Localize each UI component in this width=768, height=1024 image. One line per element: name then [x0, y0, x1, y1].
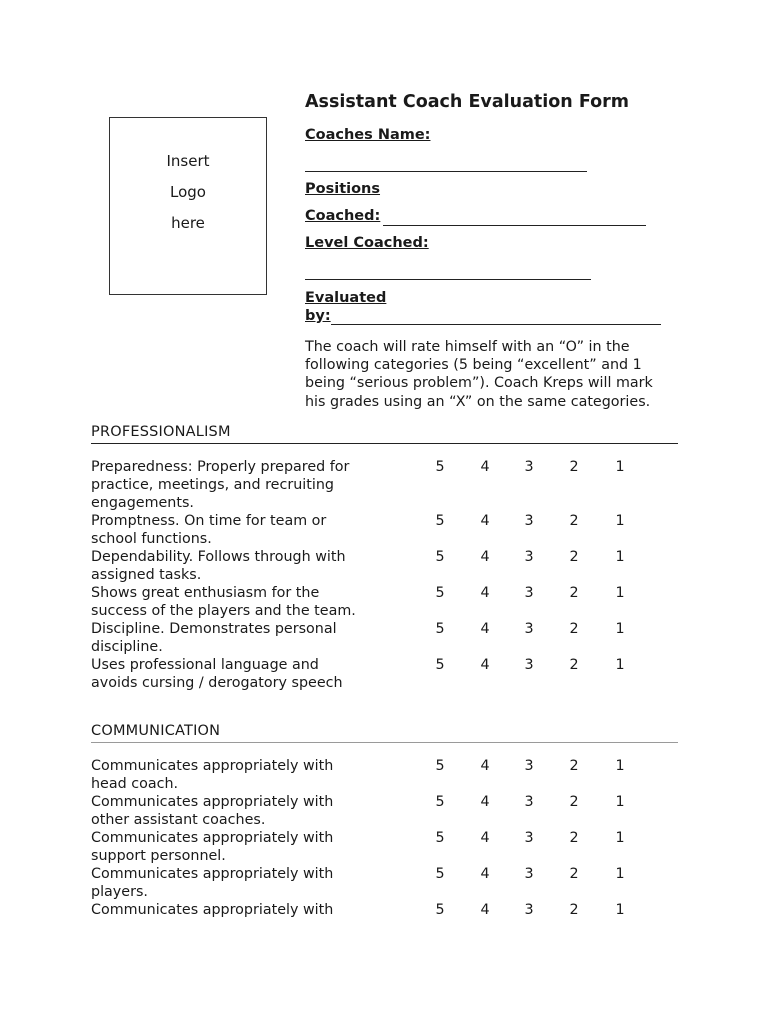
instructions-line: his grades using an “X” on the same categories. — [305, 393, 651, 410]
criterion-line: Shows great enthusiasm for the — [91, 585, 320, 601]
criterion-row — [91, 584, 651, 620]
score-5[interactable]: 5 — [435, 758, 445, 774]
score-5[interactable]: 5 — [435, 459, 445, 475]
criterion-row — [91, 512, 651, 548]
criterion-line: Promptness. On time for team or — [91, 513, 327, 529]
instructions-paragraph — [305, 338, 685, 411]
criterion-line: avoids cursing / derogatory speech — [91, 675, 343, 692]
score-1[interactable]: 1 — [615, 830, 625, 846]
coached-label: Coached: — [305, 208, 381, 224]
score-2[interactable]: 2 — [569, 621, 579, 637]
score-2[interactable]: 2 — [569, 758, 579, 774]
criterion-text — [91, 865, 333, 901]
logo-placeholder — [109, 117, 267, 295]
score-3[interactable]: 3 — [524, 794, 534, 810]
coaches-name-field[interactable] — [305, 171, 587, 172]
criterion-line: engagements. — [91, 495, 194, 512]
score-5[interactable]: 5 — [435, 866, 445, 882]
criterion-line: success of the players and the team. — [91, 603, 356, 620]
score-1[interactable]: 1 — [615, 866, 625, 882]
criterion-text — [91, 656, 343, 692]
coaches-name-label: Coaches Name: — [305, 127, 431, 143]
criterion-row — [91, 548, 651, 584]
logo-text-line: Insert — [166, 152, 210, 170]
criterion-text — [91, 512, 326, 548]
criterion-line: discipline. — [91, 639, 163, 656]
score-2[interactable]: 2 — [569, 585, 579, 601]
score-4[interactable]: 4 — [480, 866, 490, 882]
score-5[interactable]: 5 — [435, 621, 445, 637]
criterion-line: other assistant coaches. — [91, 812, 266, 829]
criterion-line: assigned tasks. — [91, 567, 202, 584]
score-1[interactable]: 1 — [615, 794, 625, 810]
instructions-line: being “serious problem”). Coach Kreps will mark — [305, 375, 653, 392]
score-1[interactable]: 1 — [615, 657, 625, 673]
score-4[interactable]: 4 — [480, 621, 490, 637]
criterion-text — [91, 793, 333, 829]
level-coached-label: Level Coached: — [305, 235, 429, 251]
score-2[interactable]: 2 — [569, 513, 579, 529]
criterion-line: Preparedness: Properly prepared for — [91, 459, 350, 475]
score-4[interactable]: 4 — [480, 459, 490, 475]
criterion-line: support personnel. — [91, 848, 226, 865]
score-1[interactable]: 1 — [615, 549, 625, 565]
criterion-row — [91, 458, 651, 512]
criterion-line: Discipline. Demonstrates personal — [91, 621, 337, 637]
score-4[interactable]: 4 — [480, 830, 490, 846]
score-3[interactable]: 3 — [524, 621, 534, 637]
score-5[interactable]: 5 — [435, 830, 445, 846]
score-5[interactable]: 5 — [435, 513, 445, 529]
logo-text-line: Logo — [170, 183, 206, 201]
score-3[interactable]: 3 — [524, 657, 534, 673]
criterion-line: Communicates appropriately with — [91, 866, 334, 882]
instructions-line: The coach will rate himself with an “O” in the — [305, 339, 630, 355]
score-5[interactable]: 5 — [435, 549, 445, 565]
score-1[interactable]: 1 — [615, 621, 625, 637]
evaluated-label: Evaluated — [305, 290, 387, 306]
score-4[interactable]: 4 — [480, 549, 490, 565]
score-1[interactable]: 1 — [615, 585, 625, 601]
score-4[interactable]: 4 — [480, 902, 490, 918]
score-2[interactable]: 2 — [569, 549, 579, 565]
score-4[interactable]: 4 — [480, 758, 490, 774]
score-5[interactable]: 5 — [435, 902, 445, 918]
section-title-professionalism: PROFESSIONALISM — [91, 424, 231, 440]
score-5[interactable]: 5 — [435, 657, 445, 673]
score-3[interactable]: 3 — [524, 902, 534, 918]
criterion-text — [91, 901, 333, 919]
score-1[interactable]: 1 — [615, 758, 625, 774]
score-2[interactable]: 2 — [569, 794, 579, 810]
score-3[interactable]: 3 — [524, 585, 534, 601]
criterion-text — [91, 548, 346, 584]
score-4[interactable]: 4 — [480, 794, 490, 810]
criterion-row — [91, 757, 651, 793]
criterion-text — [91, 620, 337, 656]
criterion-line: Communicates appropriately with — [91, 758, 334, 774]
criterion-text — [91, 757, 333, 793]
score-3[interactable]: 3 — [524, 758, 534, 774]
score-3[interactable]: 3 — [524, 549, 534, 565]
section-divider — [91, 742, 678, 743]
criterion-text — [91, 458, 349, 513]
score-5[interactable]: 5 — [435, 794, 445, 810]
score-4[interactable]: 4 — [480, 657, 490, 673]
criterion-line: players. — [91, 884, 148, 901]
score-1[interactable]: 1 — [615, 459, 625, 475]
score-1[interactable]: 1 — [615, 902, 625, 918]
score-4[interactable]: 4 — [480, 585, 490, 601]
criterion-line: Communicates appropriately with — [91, 902, 334, 918]
criterion-row — [91, 620, 651, 656]
evaluated-by-field[interactable] — [331, 324, 661, 325]
score-2[interactable]: 2 — [569, 657, 579, 673]
criterion-line: Uses professional language and — [91, 657, 319, 673]
score-2[interactable]: 2 — [569, 866, 579, 882]
criterion-line: head coach. — [91, 776, 179, 793]
score-5[interactable]: 5 — [435, 585, 445, 601]
score-2[interactable]: 2 — [569, 902, 579, 918]
instructions-line: following categories (5 being “excellent” and 1 — [305, 357, 642, 374]
score-2[interactable]: 2 — [569, 830, 579, 846]
criterion-row — [91, 901, 651, 937]
logo-text-line: here — [171, 214, 205, 232]
score-3[interactable]: 3 — [524, 830, 534, 846]
criterion-text — [91, 829, 333, 865]
section-divider — [91, 443, 678, 444]
score-4[interactable]: 4 — [480, 513, 490, 529]
score-2[interactable]: 2 — [569, 459, 579, 475]
positions-label: Positions — [305, 181, 381, 197]
criterion-line: practice, meetings, and recruiting — [91, 477, 334, 494]
criterion-line: Dependability. Follows through with — [91, 549, 346, 565]
criterion-row — [91, 829, 651, 865]
criterion-row — [91, 865, 651, 901]
criterion-line: Communicates appropriately with — [91, 794, 334, 810]
criterion-line: school functions. — [91, 531, 212, 548]
evaluated-by-label: by: — [305, 308, 331, 324]
positions-coached-field[interactable] — [383, 225, 646, 226]
score-3[interactable]: 3 — [524, 513, 534, 529]
form-title: Assistant Coach Evaluation Form — [305, 92, 629, 112]
criterion-line: Communicates appropriately with — [91, 830, 334, 846]
criterion-text — [91, 584, 356, 620]
level-coached-field[interactable] — [305, 279, 591, 280]
score-3[interactable]: 3 — [524, 459, 534, 475]
score-3[interactable]: 3 — [524, 866, 534, 882]
section-title-communication: COMMUNICATION — [91, 723, 221, 739]
criterion-row — [91, 656, 651, 692]
score-1[interactable]: 1 — [615, 513, 625, 529]
criterion-row — [91, 793, 651, 829]
